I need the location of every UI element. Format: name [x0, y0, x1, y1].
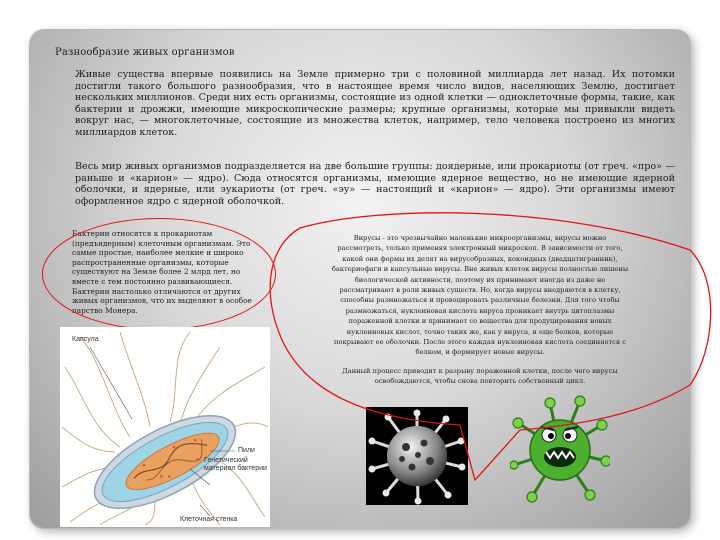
- slide-title: Разнообразие живых организмов: [55, 47, 235, 58]
- green-virus-icon: [510, 395, 610, 505]
- bacteria-annotation-oval: [42, 218, 276, 330]
- bacteria-illustration: [60, 327, 270, 527]
- virus-description: [330, 233, 630, 387]
- cartoon-virus: [510, 395, 610, 505]
- virus-micrograph-icon: [366, 407, 468, 505]
- label-pili: Пили: [238, 447, 255, 454]
- virus-paragraph-2: Данный процесс приводит к разрыву пораженной клетки, после чего вирусы освобождаются, чтобы снова повторить собственный цикл.: [342, 366, 618, 386]
- label-cell-wall: Клеточная стенка: [180, 516, 238, 523]
- virus-paragraph-1: Вирусы - это чрезвычайно маленькие микроорганизмы, вирусы можно рассмотреть, только применяя электронный микроскоп. В зависимости от того, какой они формы их делят на вирусобразных, кокоидных (двадцатигранник), бактериофаги и капсульные вирусы. Вне живых клеток вирусы полностью лишены биологической активности, поэтому их принимают иногда из даже не рассматривают в роли живых существ. Но, когда вирусы внедряются в клетку, способны размножаться и провоцировать различные болезни. Для того чтобы размножаться, нуклеиновая кислота вируса проникает внутрь цитоплазмы пораженной клетки и принимает со вещества для продуцирования новых нуклеиновых кислот, точно таких же, как у вируса, и еще белков, которые покрывают ее оболочки. После этого каждая нуклеиновая кислота соединяется с белком, и формирует новые вирусы.: [331, 234, 629, 357]
- label-capsule: Капсула: [72, 336, 99, 343]
- bacteria-drawing: [60, 327, 270, 527]
- classification-paragraph: Весь мир живых организмов подразделяется на две большие группы: доядерные, или прокариоты (от греч. «про» — раньше и «карион» — ядро). Сюда относятся организмы, имеющие ядерное вещество, но не имеющие ядерной оболочки, и ядерные, или эукариоты (от греч. «эу» — настоящий и «карион» — ядро). Эти организмы имеют оформленное ядро с ядерной оболочкой.: [75, 161, 675, 207]
- bacteria-description: Бактерии относятся к прокариотам (предъядерным) клеточным организмам. Это самые простые, наиболее мелкие и широко распространенные организмы, которые существуют на Земле более 2 млрд лет, но вместе с тем постоянно развивающиеся. Бактерии настолько отличаются от других живых организмов, что их выделяют в особое царство Монера.: [72, 229, 252, 315]
- virus-photo: [366, 407, 468, 505]
- label-genetic-material: Генетический материал бактерии: [204, 457, 267, 472]
- intro-paragraph: Живые существа впервые появились на Земле примерно три с половиной миллиарда лет назад. Их потомки достигли такого большого разнообразия, что в настоящее время число видов, населяющих Землю, достигает нескольких миллионов. Среди них есть организмы, состоящие из одной клетки — одноклеточные формы, такие, как бактерии и дрожжи, имеющие микроскопические размеры; крупные организмы, которые мы привыкли видеть вокруг нас, — многоклеточные, состоящие из множества клеток, например, тело человека построено из многих миллиардов клеток.: [75, 69, 675, 138]
